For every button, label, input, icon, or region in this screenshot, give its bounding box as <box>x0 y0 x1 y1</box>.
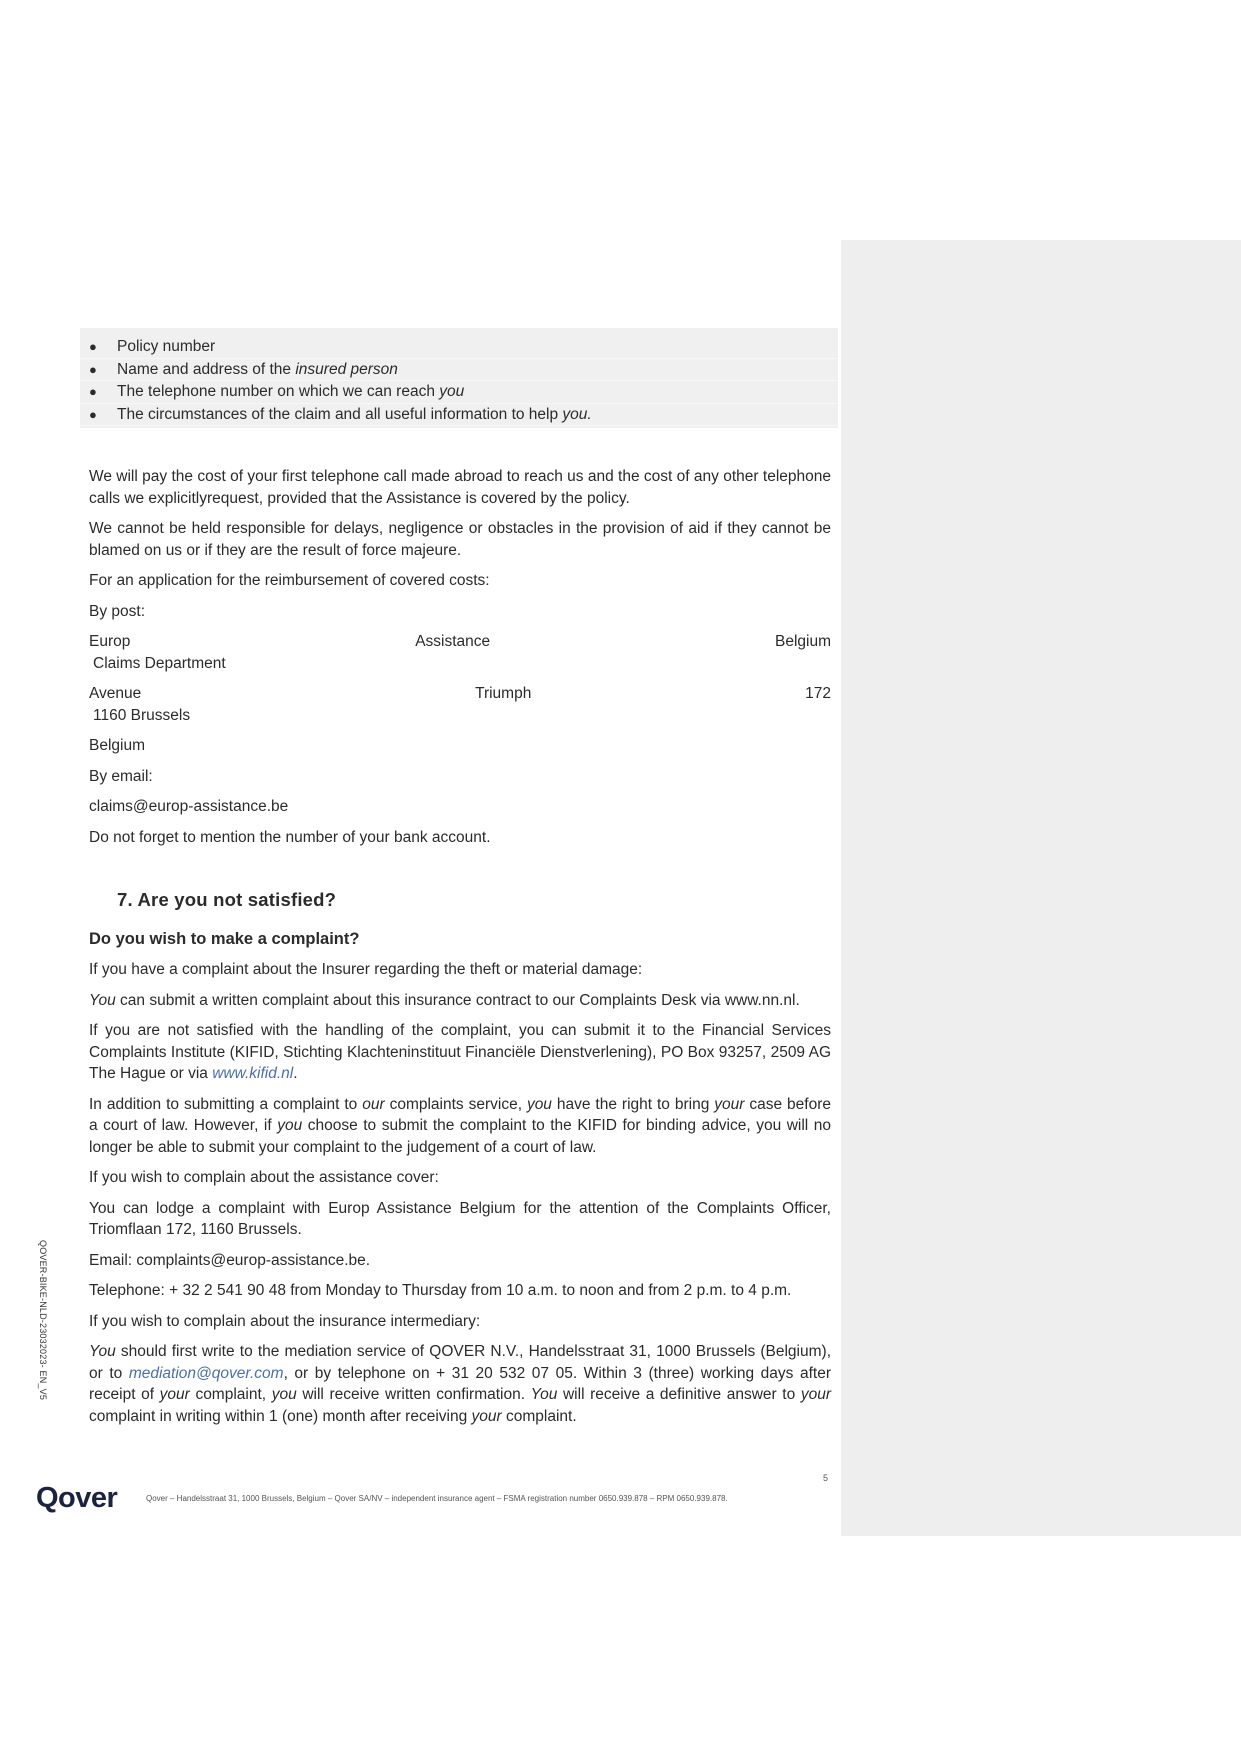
mediation-email-link[interactable]: mediation@qover.com <box>128 1364 284 1382</box>
comment-pane <box>841 240 1241 1536</box>
bullet-icon: ● <box>89 406 97 422</box>
footer-legal-text: Qover – Handelsstraat 31, 1000 Brussels, Belgium – Qover SA/NV – independent insurance agent – FSMA registration number 0650.939.878 – RPM 0650.939.878. <box>146 1494 728 1503</box>
bullet-icon: ● <box>89 384 97 399</box>
list-item: ● Policy number <box>80 336 838 359</box>
paragraph-assistance-complaint: If you wish to complain about the assistance cover: <box>89 1169 439 1186</box>
qover-logo: Qover <box>36 1482 118 1514</box>
paragraph-court: In addition to submitting a complaint to our complaints service, you have the right to bring your case before a court of law. However, if you choose to submit the complaint to the KIFID for binding advice, you will no longer be able to submit your complaint to the judgement of a court of law. <box>89 1095 832 1156</box>
bullet-icon: ● <box>89 361 97 377</box>
document-code: QOVER-BIKE-NLD-23032023- EN_V5 <box>38 1240 48 1401</box>
paragraph-complaints-email: Email: complaints@europ-assistance.be. <box>89 1251 371 1269</box>
address-country: Belgium <box>89 737 145 754</box>
paragraph-europ-assistance: You can lodge a complaint with Europ Assistance Belgium for the attention of the Complaints Officer, Triomflaan 172, 1160 Brussels. <box>89 1199 831 1238</box>
list-item: ● The circumstances of the claim and all useful information to help you. <box>80 404 838 427</box>
list-item: ● The telephone number on which we can reach you <box>80 381 838 404</box>
section-heading: 7. Are you not satisfied? <box>117 889 337 910</box>
address-line-2: Avenue Triumph 172 1160 Brussels <box>89 685 831 724</box>
list-item: ● Name and address of the insured person <box>80 359 838 382</box>
claims-email: claims@europ-assistance.be <box>89 798 289 815</box>
paragraph-reimbursement: For an application for the reimbursement of covered costs: <box>89 572 490 589</box>
paragraph-telephone: Telephone: + 32 2 541 90 48 from Monday to Thursday from 10 a.m. to noon and from 2 p.m. to 4 p.m. <box>89 1282 792 1299</box>
paragraph-bank-account: Do not forget to mention the number of your bank account. <box>89 828 491 846</box>
paragraph-intermediary: If you wish to complain about the insurance intermediary: <box>89 1312 481 1330</box>
paragraph-kifid: If you are not satisfied with the handling of the complaint, you can submit it to the Financial Services Complaints Institute (KIFID, Stichting Klachteninstituut Financiële Dienstverlening), PO Box 93257, 2509 AG The Hague or via www.kifid.nl. <box>89 1022 831 1082</box>
paragraph-complaints-desk: You can submit a written complaint about this insurance contract to our Complaints Desk via www.nn.nl. <box>89 991 800 1009</box>
label-by-email: By email: <box>89 767 153 785</box>
kifid-link[interactable]: www.kifid.nl <box>212 1065 294 1082</box>
address-line-1: Europ Assistance Belgium Claims Department <box>89 633 831 672</box>
paragraph-liability: We cannot be held responsible for delays, negligence or obstacles in the provision of aid if they cannot be blamed on us or if they are the result of force majeure. <box>89 520 831 559</box>
bullet-list-box <box>80 328 838 428</box>
label-by-post: By post: <box>89 602 145 620</box>
bullet-icon: ● <box>89 339 97 354</box>
page-number: 5 <box>823 1473 829 1483</box>
paragraph-call-cost: We will pay the cost of your first telephone call made abroad to reach us and the cost of any other telephone calls we explicitlyrequest, provided that the Assistance is covered by the policy. <box>89 468 831 507</box>
section-subheading: Do you wish to make a complaint? <box>89 929 360 948</box>
bullet-list <box>80 328 838 426</box>
paragraph-complaint-insurer: If you have a complaint about the Insurer regarding the theft or material damage: <box>89 961 643 978</box>
document-body <box>89 466 831 1436</box>
paragraph-mediation: You should first write to the mediation service of QOVER N.V., Handelsstraat 31, 1000 Brussels (Belgium), or to mediation@qover.com, or by telephone on + 31 20 532 07 05. Within 3 (three) working days after receipt of your complaint, you will receive written confirmation. You will receive a definitive answer to your complaint in writing within 1 (one) month after receiving your complaint. <box>89 1343 831 1425</box>
